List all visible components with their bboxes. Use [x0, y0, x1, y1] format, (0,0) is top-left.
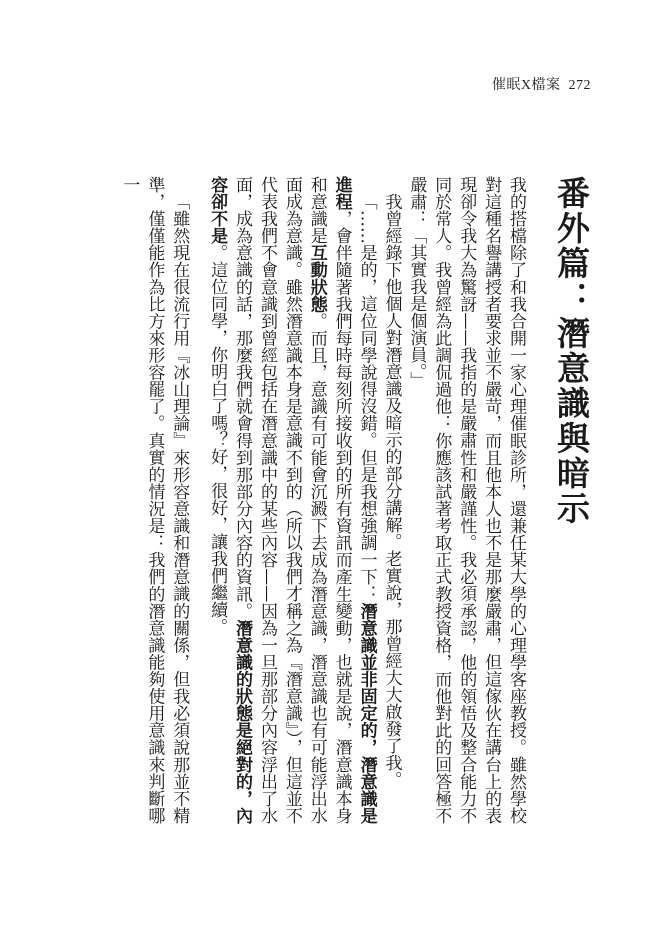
emphasis-text-1: 潛意識並非固定的，潛意識是進程	[331, 176, 377, 824]
paragraph-iceberg: 「雖然現在很流行用『冰山理論』來形容意識和潛意識的關係，但我必須說那並不精準，僅僅能作為比方來形容罷了。真實的情況是：我們的潛意識能夠使用意識來判斷哪一	[119, 176, 190, 824]
running-header	[492, 74, 591, 94]
paragraph-recording: 我曾經錄下他個人對潛意識及暗示的部分講解。老實說，那曾經大大啟發了我。	[381, 193, 402, 788]
paragraph-intro: 我的搭檔除了和我合開一家心理催眠診所，還兼任某大學的心理學客座教授。雖然學校對這種名譽講授者要求並不嚴苛，而且他本人也不是那麼嚴肅，但這傢伙在講台上的表現卻令我大為驚訝——我指的是嚴肅性和嚴謹性。我必須承認，他的領悟及整合能力不同於常人。我曾經為此調侃過他：你應該試著考取正式教授資格，而他對此的回答極不嚴肅：「其實我是個演員。」	[406, 176, 526, 824]
emphasis-text-2: 互動狀態	[306, 244, 327, 313]
quote-text-3: 。而且，意識有可能會沉澱下去成為潛意識，潛意識也有可能浮出水面成為意識。雖然潛意識本身是意識不到的（所以我們才稱之為『潛意識』），但這並不代表我們不會意識到曾經包括在潛意識中的某些內容——因為一旦那部分內容浮出了水面，成為意識的話，那麼我們就會得到那部分內容的資訊。	[232, 176, 327, 824]
book-title: 催眠X檔案	[491, 78, 561, 93]
quote-text-1: 「……是的，這位同學說得沒錯。但是我想強調一下：	[356, 193, 377, 603]
chapter-title: 番外篇：潛意識與暗示	[552, 176, 591, 526]
vertical-text-body	[33, 176, 593, 824]
page-number: 272	[568, 78, 591, 93]
paragraph-lecture-quote	[204, 176, 378, 824]
quote-text-4: 。這位同學，你明白了嗎？好，很好，讓我們繼續。	[207, 244, 228, 635]
quote-text-2: ，會伴隨著我們每時每刻所接收到的所有資訊而產生變動，也就是說，潛意識本身和意識是	[306, 176, 352, 824]
emphasis-text-3: 潛意識的狀態是絕對的，內容卻不是	[207, 176, 253, 824]
